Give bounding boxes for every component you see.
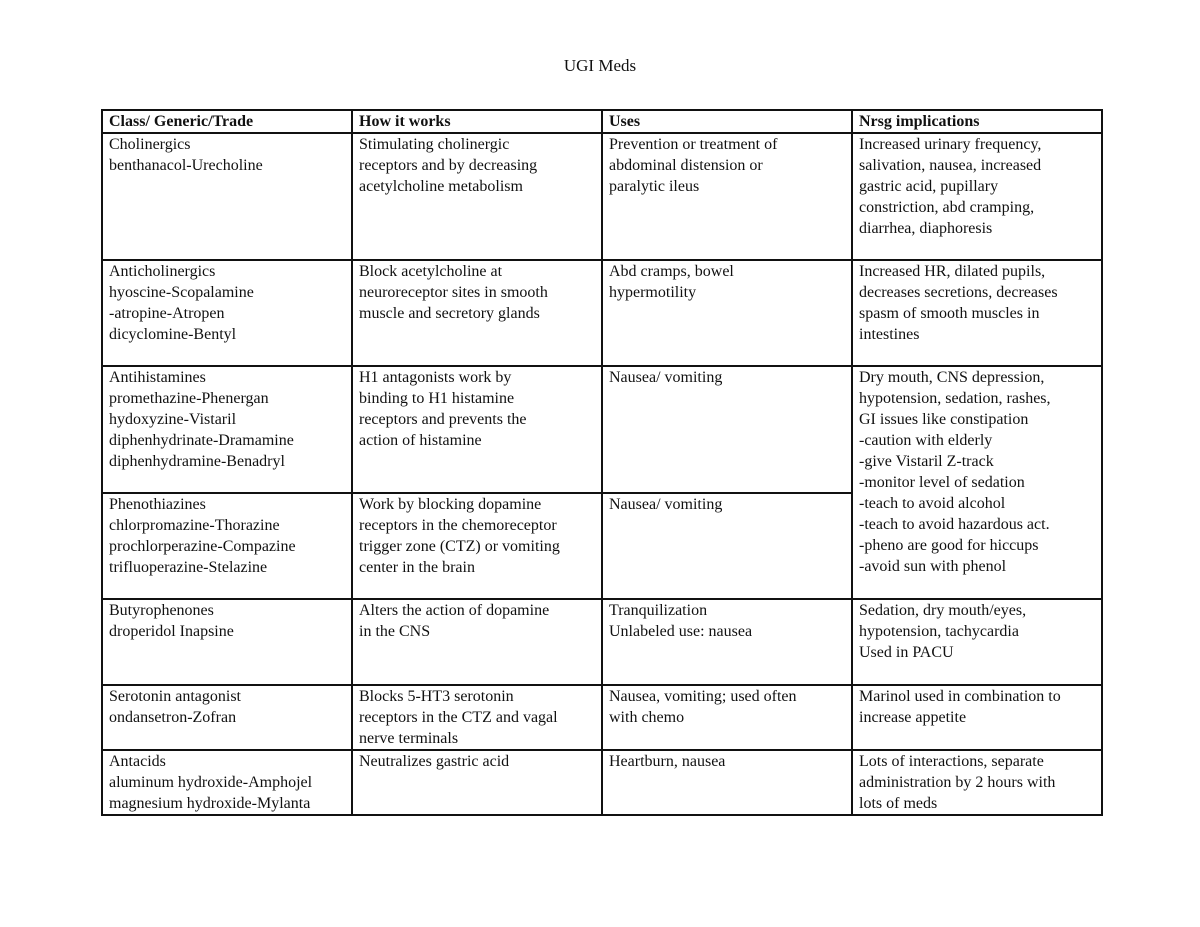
table-row	[102, 750, 1102, 815]
cell-how: Neutralizes gastric acid	[352, 750, 602, 815]
table-row	[102, 260, 1102, 366]
cell-uses: Nausea, vomiting; used often with chemo	[602, 685, 852, 750]
cell-uses: Nausea/ vomiting	[602, 366, 852, 493]
cell-uses: Abd cramps, bowel hypermotility	[602, 260, 852, 366]
cell-class: Serotonin antagonist ondansetron-Zofran	[102, 685, 352, 750]
cell-class: Antacids aluminum hydroxide-Amphojel magnesium hydroxide-Mylanta	[102, 750, 352, 815]
header-class: Class/ Generic/Trade	[102, 110, 352, 133]
cell-nrsg: Lots of interactions, separate administration by 2 hours with lots of meds	[852, 750, 1102, 815]
cell-how: H1 antagonists work by binding to H1 histamine receptors and prevents the action of histamine	[352, 366, 602, 493]
table-row	[102, 366, 1102, 493]
table-row	[102, 133, 1102, 260]
cell-nrsg: Marinol used in combination to increase appetite	[852, 685, 1102, 750]
table-row	[102, 685, 1102, 750]
cell-how: Stimulating cholinergic receptors and by decreasing acetylcholine metabolism	[352, 133, 602, 260]
header-how: How it works	[352, 110, 602, 133]
cell-class: Cholinergics benthanacol-Urecholine	[102, 133, 352, 260]
page-title: UGI Meds	[563, 56, 637, 75]
cell-uses: Prevention or treatment of abdominal distension or paralytic ileus	[602, 133, 852, 260]
cell-how: Block acetylcholine at neuroreceptor sites in smooth muscle and secretory glands	[352, 260, 602, 366]
header-row	[102, 110, 1102, 133]
cell-nrsg: Dry mouth, CNS depression, hypotension, sedation, rashes, GI issues like constipation -caution with elderly -give Vistaril Z-track -monitor level of sedation -teach to avoid alcohol -teach to avoid hazardous act. -pheno are good for hiccups -avoid sun with phenol	[852, 366, 1102, 599]
cell-class: Anticholinergics hyoscine-Scopalamine -atropine-Atropen dicyclomine-Bentyl	[102, 260, 352, 366]
cell-nrsg: Sedation, dry mouth/eyes, hypotension, tachycardia Used in PACU	[852, 599, 1102, 685]
cell-uses: Nausea/ vomiting	[602, 493, 852, 599]
cell-nrsg: Increased urinary frequency, salivation, nausea, increased gastric acid, pupillary constriction, abd cramping, diarrhea, diaphoresis	[852, 133, 1102, 260]
cell-how: Alters the action of dopamine in the CNS	[352, 599, 602, 685]
header-uses: Uses	[602, 110, 852, 133]
table-row	[102, 599, 1102, 685]
cell-uses: Tranquilization Unlabeled use: nausea	[602, 599, 852, 685]
cell-how: Blocks 5-HT3 serotonin receptors in the CTZ and vagal nerve terminals	[352, 685, 602, 750]
meds-table	[101, 109, 1103, 816]
cell-uses: Heartburn, nausea	[602, 750, 852, 815]
cell-class: Butyrophenones droperidol Inapsine	[102, 599, 352, 685]
cell-class: Antihistamines promethazine-Phenergan hydoxyzine-Vistaril diphenhydrinate-Dramamine diphenhydramine-Benadryl	[102, 366, 352, 493]
cell-class: Phenothiazines chlorpromazine-Thorazine prochlorperazine-Compazine trifluoperazine-Stelazine	[102, 493, 352, 599]
header-nrsg: Nrsg implications	[852, 110, 1102, 133]
cell-how: Work by blocking dopamine receptors in the chemoreceptor trigger zone (CTZ) or vomiting center in the brain	[352, 493, 602, 599]
cell-nrsg: Increased HR, dilated pupils, decreases secretions, decreases spasm of smooth muscles in intestines	[852, 260, 1102, 366]
